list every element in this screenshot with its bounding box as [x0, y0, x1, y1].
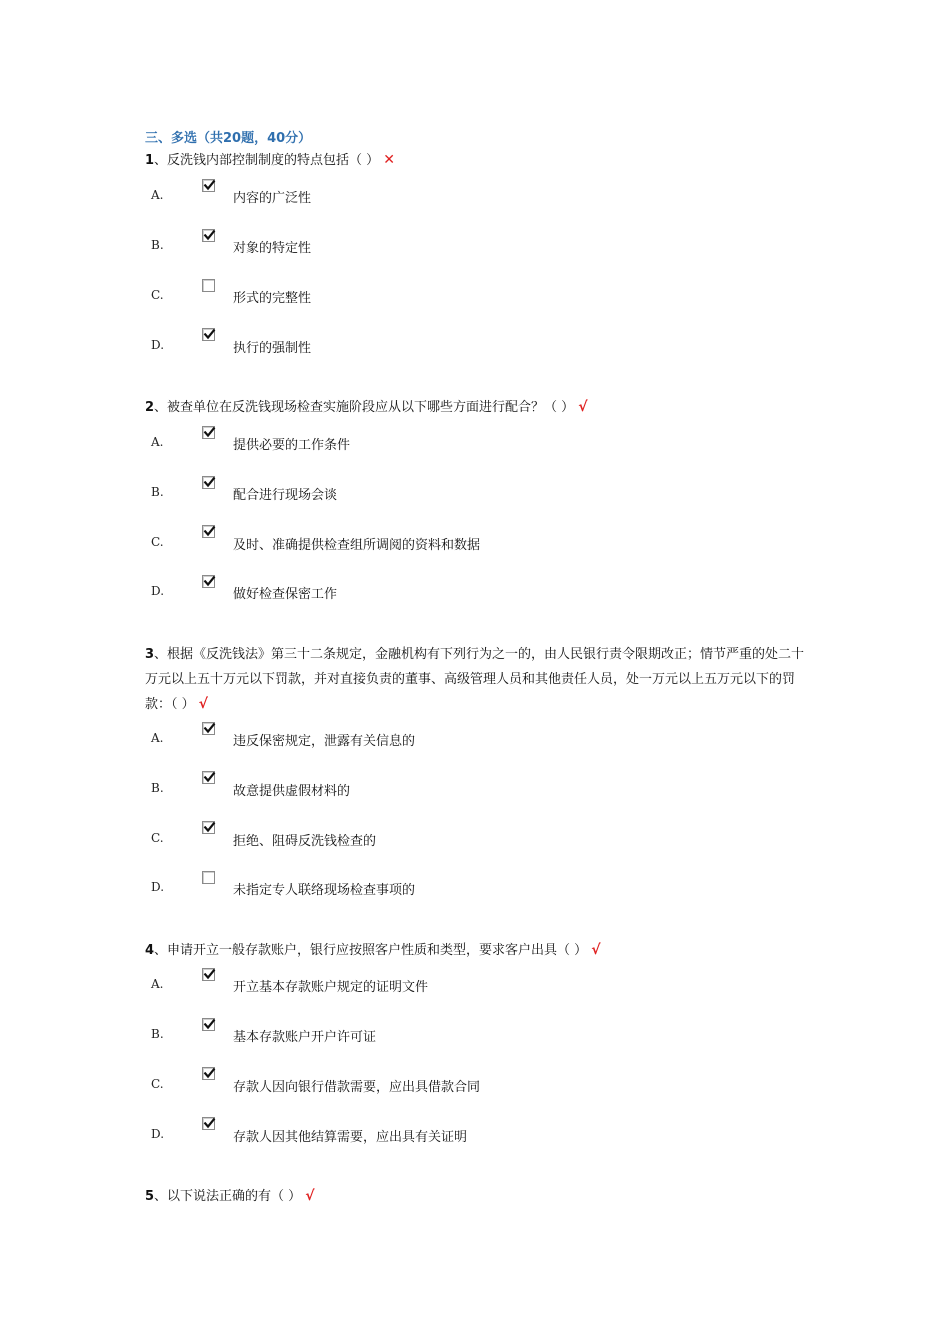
wrong-mark-icon: ✕ — [383, 152, 395, 168]
option-checkbox[interactable] — [202, 229, 215, 242]
option-letter: C. — [151, 288, 164, 302]
option-letter: A. — [151, 188, 164, 202]
option-checkbox[interactable] — [202, 1018, 215, 1031]
option-text: 提供必要的工作条件 — [233, 438, 351, 453]
checkmark-icon — [203, 575, 216, 588]
question-number: 1 — [145, 153, 155, 168]
option-checkbox[interactable] — [202, 722, 215, 735]
option-checkbox[interactable] — [202, 279, 215, 292]
checkmark-icon — [203, 1117, 216, 1130]
option-text: 存款人因其他结算需要，应出具有关证明 — [233, 1130, 468, 1145]
question-number: 2 — [145, 400, 155, 415]
option-checkbox[interactable] — [202, 476, 215, 489]
option-checkbox[interactable] — [202, 426, 215, 439]
option-text: 形式的完整性 — [233, 291, 312, 306]
option-letter: B. — [151, 1027, 164, 1041]
option-checkbox[interactable] — [202, 968, 215, 981]
option-letter: A. — [151, 977, 164, 991]
checkmark-icon — [203, 1018, 216, 1031]
correct-mark-icon: √ — [198, 696, 208, 712]
option-letter: C. — [151, 831, 164, 845]
checkmark-icon — [203, 476, 216, 489]
question-5 — [145, 1184, 815, 1209]
question-number: 4 — [145, 943, 155, 958]
question-2 — [145, 395, 815, 420]
checkmark-icon — [203, 179, 216, 192]
option-checkbox[interactable] — [202, 821, 215, 834]
checkmark-icon — [203, 821, 216, 834]
option-text: 及时、准确提供检查组所调阅的资料和数据 — [233, 538, 481, 553]
option-checkbox[interactable] — [202, 1117, 215, 1130]
option-checkbox[interactable] — [202, 179, 215, 192]
correct-mark-icon: √ — [578, 399, 588, 415]
option-text: 违反保密规定，泄露有关信息的 — [233, 734, 416, 749]
question-stem: 、根据《反洗钱法》第三十二条规定，金融机构有下列行为之一的，由人民银行责令限期改正；情节严重的处二十万元以上五十万元以下罚款，并对直接负责的董事、高级管理人员和其他责任人员，处一万元以上五万元以下的罚款：（ ） — [145, 647, 805, 712]
option-letter: C. — [151, 1077, 164, 1091]
checkmark-icon — [203, 1067, 216, 1080]
question-stem: 、以下说法正确的有（ ） — [154, 1189, 302, 1204]
option-text: 内容的广泛性 — [233, 191, 312, 206]
option-letter: B. — [151, 238, 164, 252]
section-title: 三、多选（共20题，40分） — [145, 131, 312, 146]
option-text: 做好检查保密工作 — [233, 587, 338, 602]
question-4 — [145, 938, 815, 963]
question-stem: 、被查单位在反洗钱现场检查实施阶段应从以下哪些方面进行配合？（ ） — [154, 400, 575, 415]
option-letter: D. — [151, 338, 165, 352]
option-checkbox[interactable] — [202, 525, 215, 538]
option-letter: B. — [151, 781, 164, 795]
option-text: 开立基本存款账户规定的证明文件 — [233, 980, 429, 995]
checkmark-icon — [203, 968, 216, 981]
option-text: 对象的特定性 — [233, 241, 312, 256]
correct-mark-icon: √ — [305, 1188, 315, 1204]
option-letter: A. — [151, 731, 164, 745]
option-checkbox[interactable] — [202, 1067, 215, 1080]
option-text: 未指定专人联络现场检查事项的 — [233, 883, 416, 898]
option-letter: D. — [151, 1127, 165, 1141]
option-text: 配合进行现场会谈 — [233, 488, 338, 503]
option-text: 执行的强制性 — [233, 341, 312, 356]
option-checkbox[interactable] — [202, 328, 215, 341]
question-1 — [145, 148, 815, 173]
option-letter: A. — [151, 435, 164, 449]
option-checkbox[interactable] — [202, 575, 215, 588]
option-text: 拒绝、阻碍反洗钱检查的 — [233, 834, 377, 849]
option-checkbox[interactable] — [202, 871, 215, 884]
checkmark-icon — [203, 229, 216, 242]
option-letter: D. — [151, 880, 165, 894]
option-letter: D. — [151, 584, 165, 598]
option-letter: B. — [151, 485, 164, 499]
correct-mark-icon: √ — [591, 942, 601, 958]
checkmark-icon — [203, 426, 216, 439]
question-stem: 、申请开立一般存款账户，银行应按照客户性质和类型，要求客户出具（ ） — [154, 943, 588, 958]
question-number: 5 — [145, 1189, 155, 1204]
checkmark-icon — [203, 525, 216, 538]
option-text: 基本存款账户开户许可证 — [233, 1030, 377, 1045]
checkmark-icon — [203, 328, 216, 341]
option-text: 存款人因向银行借款需要，应出具借款合同 — [233, 1080, 481, 1095]
question-3 — [145, 642, 815, 717]
question-stem: 、反洗钱内部控制制度的特点包括（ ） — [154, 153, 380, 168]
option-letter: C. — [151, 535, 164, 549]
checkmark-icon — [203, 722, 216, 735]
option-checkbox[interactable] — [202, 771, 215, 784]
option-text: 故意提供虚假材料的 — [233, 784, 351, 799]
question-number: 3 — [145, 647, 155, 662]
checkmark-icon — [203, 771, 216, 784]
